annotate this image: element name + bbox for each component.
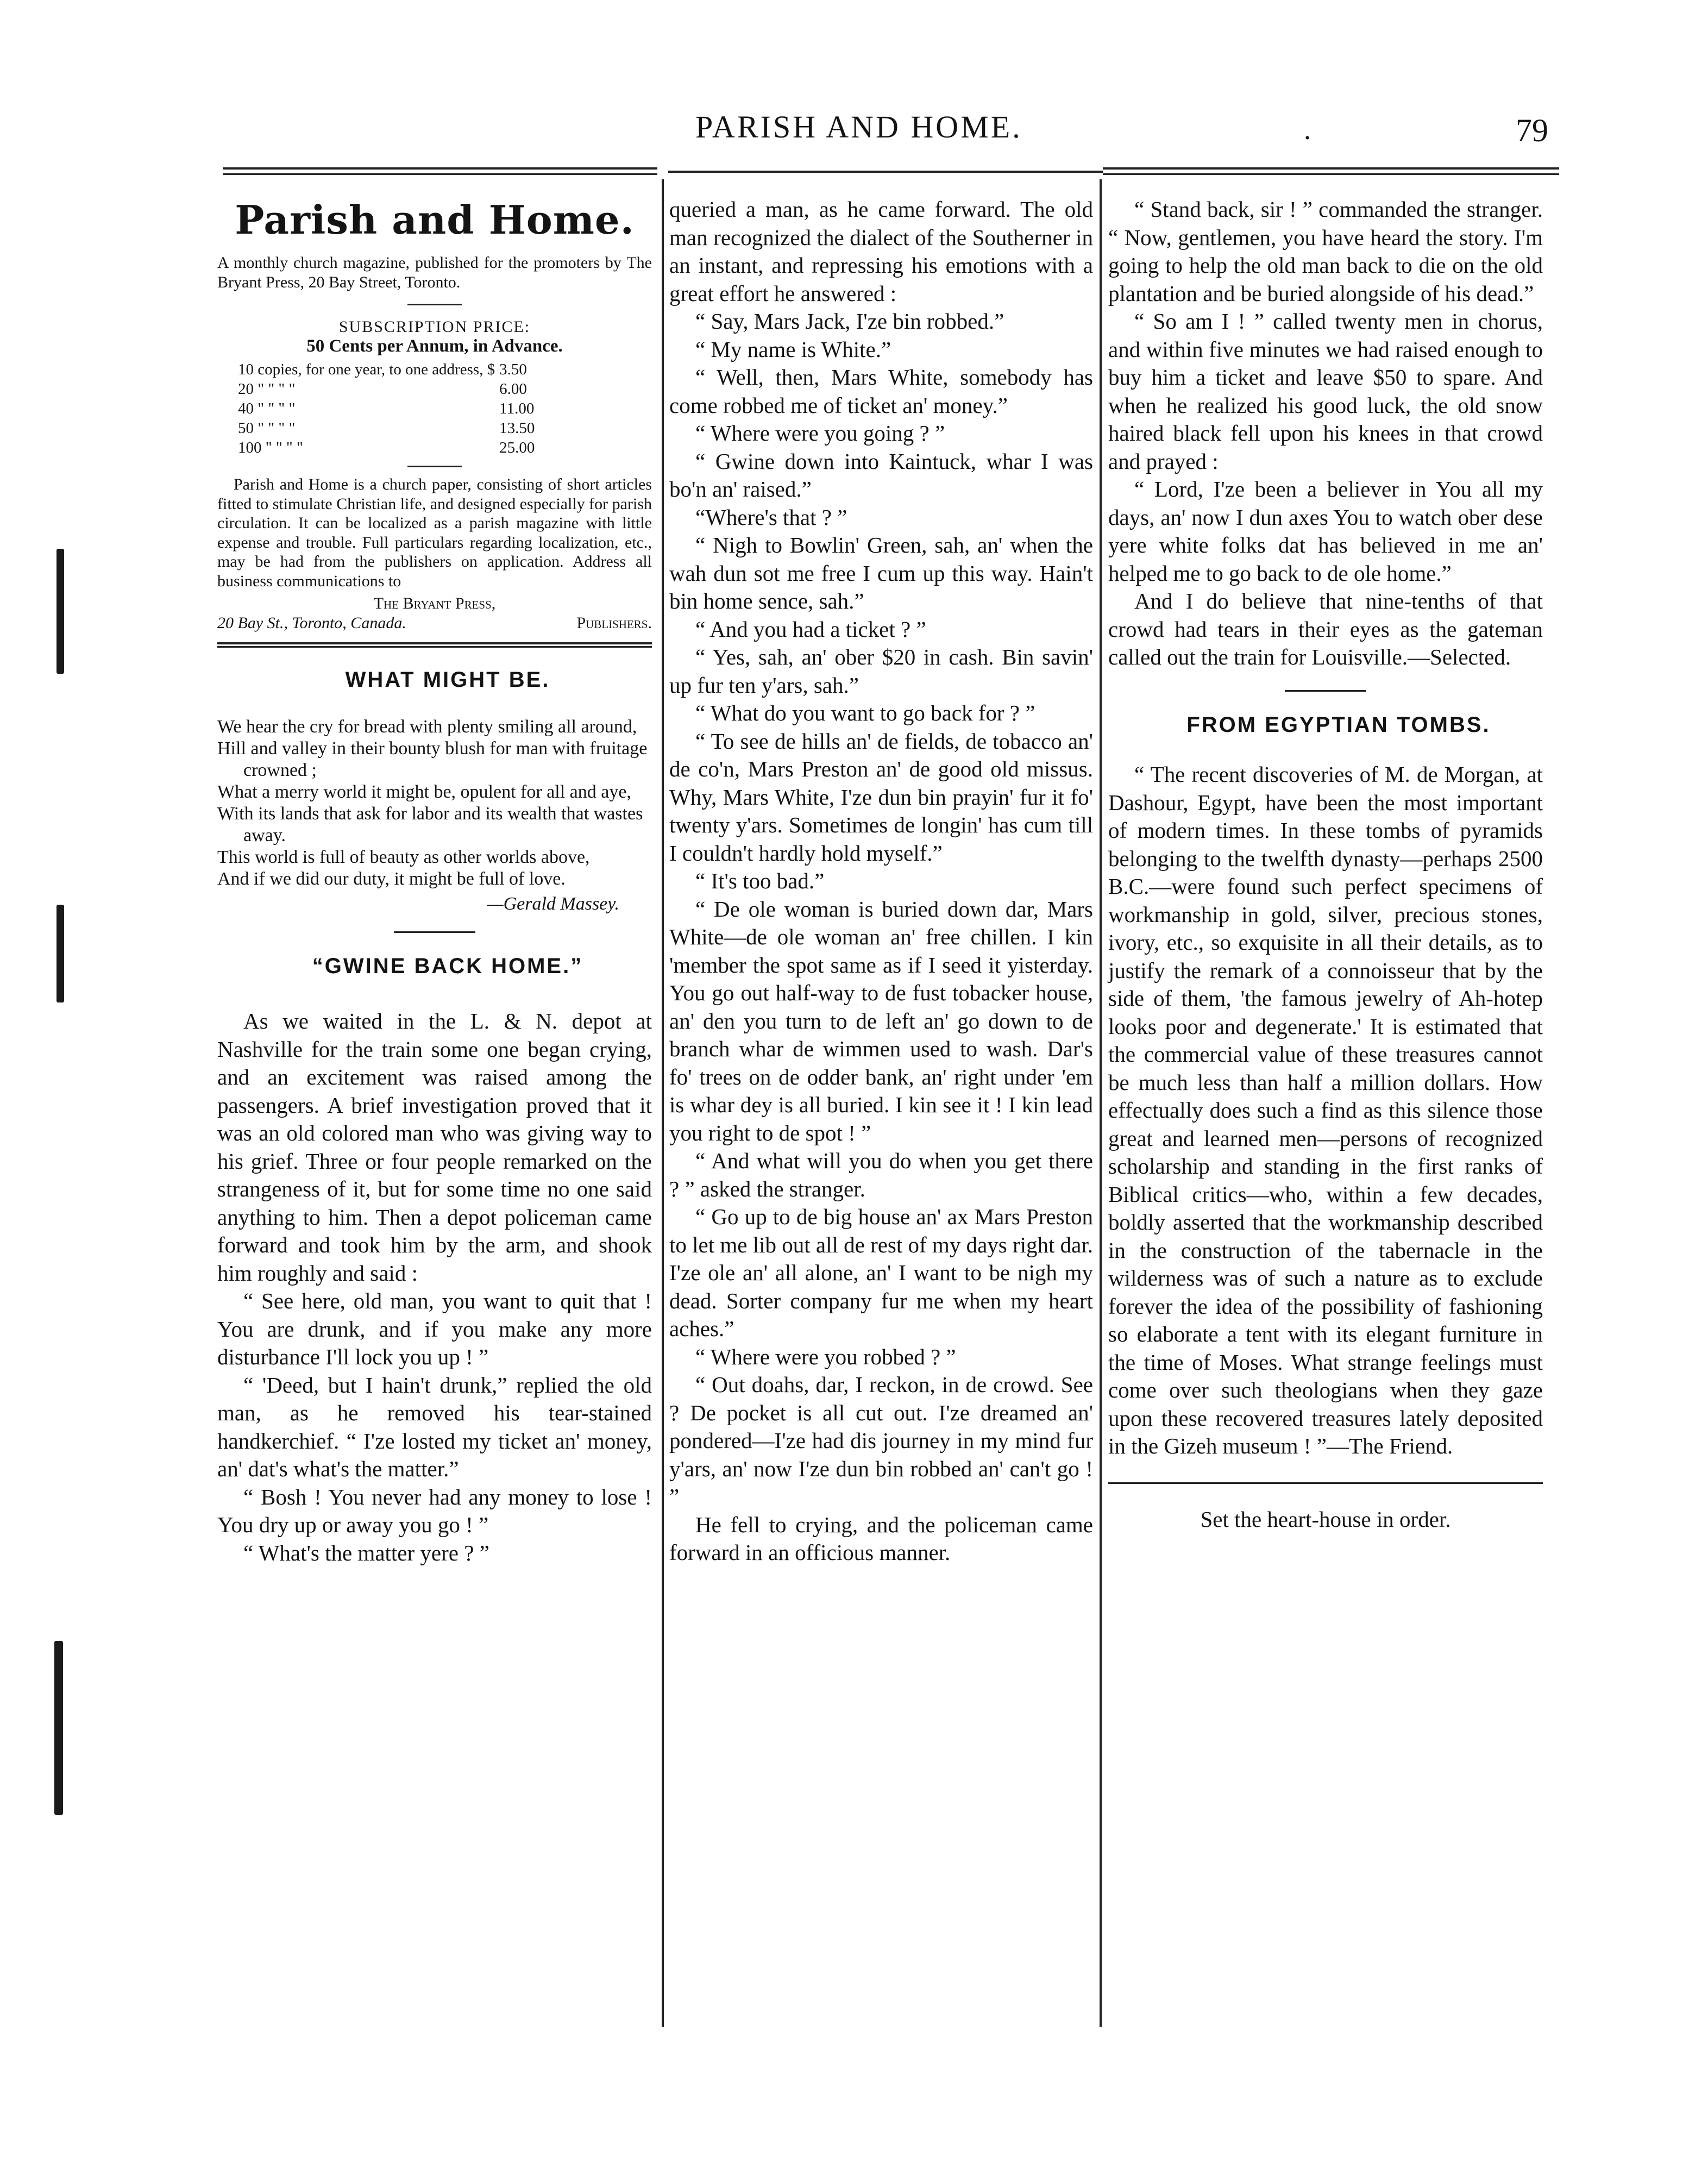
poem-line: We hear the cry for bread with plenty smiling all around, [217,716,637,737]
rates-row [238,360,538,379]
story-paragraph: “Where's that ? ” [695,504,847,530]
motto: Set the heart-house in order. [1200,1506,1451,1532]
column-3 [1108,196,1543,1533]
story-title: “GWINE BACK HOME.” [312,954,583,978]
story-paragraph: “ What do you want to go back for ? ” [695,700,1035,725]
poem-line: Hill and valley in their bounty blush for man with fruitage crowned ; [217,738,648,780]
masthead-description: Parish and Home is a church paper, consisting of short articles fitted to stimulate Christian life, and designed especially for parish circulation. It can be localized as a parish magazine with little expense and trouble. Full particulars regarding localization, etc., may be had from the publishers on application. Address all business communications to [217,475,652,590]
publisher-address: 20 Bay St., Toronto, Canada. [217,613,406,632]
story-paragraph: queried a man, as he came forward. The old man recognized the dialect of the Southerner in an instant, and repressing his emotions with a great effort he answered : [669,197,1093,306]
story-paragraph: “ And what will you do when you get there ? ” asked the stranger. [669,1148,1093,1201]
story-paragraph: “ And you had a ticket ? ” [695,616,926,642]
divider [407,304,462,305]
rates-table [237,359,539,458]
margin-mark [56,549,64,674]
publisher-name: The Bryant Press, [373,594,496,612]
divider [1285,690,1366,692]
story-paragraph: “ Yes, sah, an' ober $20 in cash. Bin savin' up fur ten y'ars, sah.” [669,644,1093,698]
subscription-label: SUBSCRIPTION PRICE: [338,318,531,336]
rate-copies: 100 " " " " [238,439,303,456]
rate-copies: 40 " " " " [238,400,296,417]
divider [394,931,475,933]
story-paragraph: “ Where were you going ? ” [695,421,945,446]
rate-price: 6.00 [499,380,527,398]
story-paragraph: “ Go up to de big house an' ax Mars Preston to let me lib out all de rest of my days right dar. I'ze ole an' all alone, an' I want to be nigh my dead. Sorter company fur me when my heart aches.” [669,1204,1093,1341]
story-paragraph: “ See here, old man, you want to quit that ! You are drunk, and if you make any more disturbance I'll lock you up ! ” [217,1288,652,1369]
story-paragraph: “ So am I ! ” called twenty men in chorus, and within five minutes we had raised enough to buy him a ticket and leave $50 to spare. And when he realized his good luck, the old snow haired black fell upon his knees in that crowd and prayed : [1108,309,1543,474]
header-dot: . [1304,115,1311,146]
story-paragraph: “ Nigh to Bowlin' Green, sah, an' when the wah dun sot me free I cum up this way. Hain't bin home sence, sah.” [669,532,1093,613]
rates-row [238,380,538,398]
poem-line: With its lands that ask for labor and its wealth that wastes away. [217,803,643,845]
story-paragraph: “ Bosh ! You never had any money to lose ! You dry up or away you go ! ” [217,1484,652,1537]
rate-copies: 50 " " " " [238,419,296,437]
story-paragraph: “ Out doahs, dar, I reckon, in de crowd. See ? De pocket is all cut out. I'ze dreamed an' pondered—I'ze had dis journey in my mind fur y'ars, an' now I'ze dun bin robbed an' can't go ! ” [669,1372,1093,1509]
masthead-intro: A monthly church magazine, published for the promoters by The Bryant Press, 20 Bay Street, Toronto. [217,254,652,291]
rates-row [238,419,538,437]
story-paragraph: “ Where were you robbed ? ” [695,1344,956,1369]
story-paragraph: “ Gwine down into Kaintuck, whar I was bo'n an' raised.” [669,448,1093,502]
publisher-line [217,613,652,633]
story-paragraph: “ My name is White.” [695,336,891,362]
page-number: 79 [1516,112,1548,148]
rate-price: 3.50 [499,361,527,378]
divider [407,466,462,467]
poem-title: WHAT MIGHT BE. [345,668,550,692]
story-paragraph: He fell to crying, and the policeman came forward in an officious manner. [669,1512,1093,1565]
tombs-title: FROM EGYPTIAN TOMBS. [1186,712,1491,737]
story-paragraph: “ De ole woman is buried down dar, Mars White—de ole woman an' free chillen. I kin 'member the spot same as if I seed it yisterday. You go out half-way to de fust tobacker house, an' den you turn to de left an' go down to de branch whar de wimmen used to wash. Dar's fo' trees on de odder bank, an' right under 'em is whar dey is all buried. I kin see it ! I kin lead you right to de spot ! ” [669,896,1093,1145]
running-title: PARISH AND HOME. [695,109,1022,145]
column-rule-1 [662,179,664,2027]
column-1 [217,196,652,1567]
story-paragraph: “ It's too bad.” [695,868,825,893]
story-paragraph: “ 'Deed, but I hain't drunk,” replied the old man, as he removed his tear-stained handkerchief. “ I'ze losted my ticket an' money, an' dat's what's the matter.” [217,1372,652,1481]
poem-line: What a merry world it might be, opulent for all and aye, [217,781,631,802]
top-rule-middle [668,171,1103,175]
story-paragraph: “ Stand back, sir ! ” commanded the stranger. “ Now, gentlemen, you have heard the story. I'm going to help the old man back to die on the old plantation and be buried alongside of his dead.” [1108,197,1543,306]
poem-body [217,716,652,915]
rate-price: 13.50 [499,419,535,437]
story-paragraph: “ Lord, I'ze been a believer in You all my days, an' now I dun axes You to watch ober dese yere white folks dat has believed in me an' helped me to go back to de ole home.” [1108,477,1543,586]
rate-copies: 20 " " " " [238,380,296,398]
column-2 [669,196,1093,1567]
poem-line: And if we did our duty, it might be full of love. [217,868,566,889]
masthead-title: Parish and Home. [235,197,635,243]
rates-row [238,399,538,418]
story-paragraph: “ What's the matter yere ? ” [243,1540,489,1565]
divider [1108,1482,1543,1484]
page-header [223,109,1570,158]
margin-mark [54,1641,63,1815]
poem-line: This world is full of beauty as other worlds above, [217,847,590,867]
story-paragraph: “ To see de hills an' de fields, de tobacco an' de co'n, Mars Preston an' de good old missus. Why, Mars White, I'ze dun bin prayin' fur it fo' twenty y'ars. Sometimes de longin' has cum till I couldn't hardly hold myself.” [669,728,1093,866]
subscription-price: 50 Cents per Annum, in Advance. [306,336,563,356]
story-paragraph: As we waited in the L. & N. depot at Nashville for the train some one began crying, and an excitement was raised among the passengers. A brief investigation proved that it was an old colored man who was giving way to his grief. Three or four people remarked on the strangeness of it, but for some time no one said anything to him. Then a depot policeman came forward and took him by the arm, and shook him roughly and said : [217,1008,652,1286]
top-rule-right [1103,167,1559,175]
rate-price: 25.00 [499,439,535,456]
publishers-label: Publishers. [576,613,652,632]
poem-attribution: —Gerald Massey. [487,893,619,914]
section-rule [217,642,652,648]
story-paragraph: And I do believe that nine-tenths of that crowd had tears in their eyes as the gateman called out the train for Louisville.—Selected. [1108,588,1543,669]
masthead-block [217,253,652,632]
column-rule-2 [1100,179,1102,2027]
story-paragraph: “ Well, then, Mars White, somebody has come robbed me of ticket an' money.” [669,365,1093,418]
rate-copies: 10 copies, for one year, to one address, $ [238,361,495,378]
rates-row [238,438,538,457]
rate-price: 11.00 [499,400,535,417]
margin-mark [56,905,64,1002]
story-paragraph: “ Say, Mars Jack, I'ze bin robbed.” [695,309,1004,334]
top-rule-left [223,167,657,175]
tombs-paragraph: “ The recent discoveries of M. de Morgan, at Dashour, Egypt, have been the most important of modern times. In these tombs of pyramids belonging to the twelfth dynasty—perhaps 2500 B.C.—were found such perfect specimens of workmanship in gold, silver, precious stones, ivory, etc., so exquisite in all their details, as to justify the remark of a connoisseur that by the side of them, 'the famous jewelry of Ah-hotep looks poor and degenerate.' It is estimated that the commercial value of these treasures cannot be much less than half a million dollars. How effectually does such a find as this silence those great and learned men—persons of recognized scholarship and standing in the first ranks of Biblical critics—who, within a few decades, boldly asserted that the workmanship described in the construction of the tabernacle in the wilderness was of such a nature as to exclude forever the idea of the possibility of fashioning so elaborate a tent with its elegant furniture in the time of Moses. What strange feelings must come over such theologians when they gaze upon these recovered treasures lately deposited in the Gizeh museum ! ”—The Friend. [1108,762,1543,1458]
